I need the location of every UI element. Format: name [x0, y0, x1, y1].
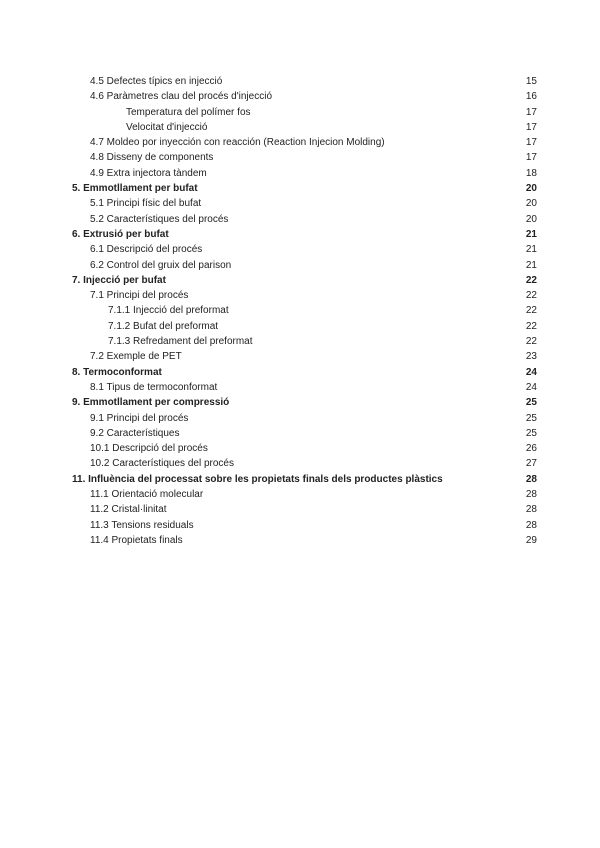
toc-entry-title: 7.1.3 Refredament del preformat [108, 336, 253, 348]
toc-entry[interactable] [0, 150, 600, 165]
toc-entry-title: 4.9 Extra injectora tàndem [90, 167, 207, 179]
toc-entry-page: 20 [525, 198, 537, 210]
toc-entry[interactable] [0, 135, 600, 150]
toc-entry-title: 10.1 Descripció del procés [90, 443, 208, 455]
toc-entry-title: 11.2 Cristal·linitat [90, 504, 167, 516]
toc-entry[interactable] [0, 334, 600, 349]
toc-entry-title: 6.1 Descripció del procés [90, 244, 203, 256]
toc-entry-title: 7.1.2 Bufat del preformat [108, 320, 219, 332]
toc-entry-title: 11.4 Propietats finals [90, 534, 183, 546]
toc-entry-title: 7.1.1 Injecció del preformat [108, 305, 229, 317]
toc-entry[interactable] [0, 227, 600, 242]
toc-entry[interactable] [0, 105, 600, 120]
toc-entry-page: 22 [525, 290, 537, 302]
toc-entry-page: 25 [525, 397, 537, 409]
toc-entry-page: 22 [525, 305, 537, 317]
toc-entry-page: 24 [525, 366, 537, 378]
toc-entry-page: 24 [525, 381, 537, 393]
toc-entry-page: 26 [525, 443, 537, 455]
toc-entry[interactable] [0, 441, 600, 456]
toc-entry[interactable] [0, 456, 600, 471]
toc-entry[interactable] [0, 472, 600, 487]
toc-entry[interactable] [0, 166, 600, 181]
toc-entry[interactable] [0, 502, 600, 517]
toc-entry-title: 9.1 Principi del procés [90, 412, 189, 424]
toc-entry-title: Velocitat d'injecció [126, 121, 208, 133]
toc-entry[interactable] [0, 288, 600, 303]
toc-entry-page: 25 [525, 412, 537, 424]
toc-entry[interactable] [0, 212, 600, 227]
toc-entry-page: 17 [525, 121, 537, 133]
toc-entry-title: 4.7 Moldeo por inyección con reacción (Reaction Injecion Molding) [90, 137, 385, 149]
toc-entry-page: 28 [525, 519, 537, 531]
toc-entry-page: 15 [525, 76, 537, 87]
toc-entry-page: 28 [525, 504, 537, 516]
toc-entry-page: 17 [525, 152, 537, 164]
toc-entry[interactable] [0, 365, 600, 380]
toc-entry-title: 6.2 Control del gruix del parison [90, 259, 232, 271]
toc-entry[interactable] [0, 273, 600, 288]
toc-entry-title: 11.1 Orientació molecular [90, 489, 204, 501]
toc-entry-title: 6. Extrusió per bufat [72, 228, 169, 240]
toc-entry[interactable] [0, 426, 600, 441]
toc-entry[interactable] [0, 120, 600, 135]
toc-entry[interactable] [0, 303, 600, 318]
toc-entry-title: 10.2 Característiques del procés [90, 458, 234, 470]
toc-entry-page: 22 [525, 320, 537, 332]
toc-entry[interactable] [0, 487, 600, 502]
toc-entry[interactable] [0, 518, 600, 533]
toc-entry-title: 9.2 Característiques [90, 427, 180, 439]
toc-entry[interactable] [0, 533, 600, 548]
toc-entry-title: 4.8 Disseny de components [90, 152, 214, 164]
toc-entry-title: Temperatura del polímer fos [126, 106, 251, 118]
toc-entry-page: 22 [525, 274, 537, 286]
toc-entry[interactable] [0, 349, 600, 364]
toc-entry-page: 21 [525, 244, 537, 256]
toc-entry-title: 7.2 Exemple de PET [90, 351, 182, 363]
toc-entry-page: 20 [525, 213, 537, 225]
toc-entry-page: 28 [525, 489, 537, 501]
toc-entry-page: 18 [525, 167, 537, 179]
toc-entry-page: 20 [525, 183, 537, 195]
toc-entry-page: 21 [525, 228, 537, 240]
toc-entry-title: 4.5 Defectes típics en injecció [90, 76, 223, 87]
toc-entry-page: 27 [525, 458, 537, 470]
toc-entry[interactable] [0, 242, 600, 257]
toc-entry[interactable] [0, 258, 600, 273]
toc-entry[interactable] [0, 411, 600, 426]
toc-entry-page: 16 [525, 91, 537, 103]
toc-entry[interactable] [0, 74, 600, 89]
toc-entry-title: 5.2 Característiques del procés [90, 213, 229, 225]
toc-entry-title: 7.1 Principi del procés [90, 290, 189, 302]
toc-entry-page: 28 [525, 473, 537, 485]
toc-entry-title: 8.1 Tipus de termoconformat [90, 381, 218, 393]
toc-entry-page: 25 [525, 427, 537, 439]
toc-entry-title: 9. Emmotllament per compressió [72, 397, 230, 409]
table-of-contents [0, 74, 600, 548]
toc-entry-page: 29 [525, 534, 537, 546]
toc-entry-title: 11. Influència del processat sobre les propietats finals dels productes plàstics [72, 473, 443, 485]
toc-entry-title: 5. Emmotllament per bufat [72, 183, 198, 195]
toc-entry-page: 22 [525, 336, 537, 348]
toc-entry[interactable] [0, 395, 600, 410]
toc-entry[interactable] [0, 181, 600, 196]
toc-entry-page: 23 [525, 351, 537, 363]
toc-entry-page: 21 [525, 259, 537, 271]
toc-entry-title: 7. Injecció per bufat [72, 274, 166, 286]
toc-entry-title: 8. Termoconformat [72, 366, 162, 378]
toc-entry-page: 17 [525, 106, 537, 118]
toc-entry[interactable] [0, 89, 600, 104]
toc-entry-title: 4.6 Paràmetres clau del procés d'injecció [90, 91, 273, 103]
toc-entry[interactable] [0, 380, 600, 395]
toc-entry-title: 5.1 Principi físic del bufat [90, 198, 202, 210]
toc-entry[interactable] [0, 196, 600, 211]
toc-entry-page: 17 [525, 137, 537, 149]
toc-entry[interactable] [0, 319, 600, 334]
toc-entry-title: 11.3 Tensions residuals [90, 519, 194, 531]
